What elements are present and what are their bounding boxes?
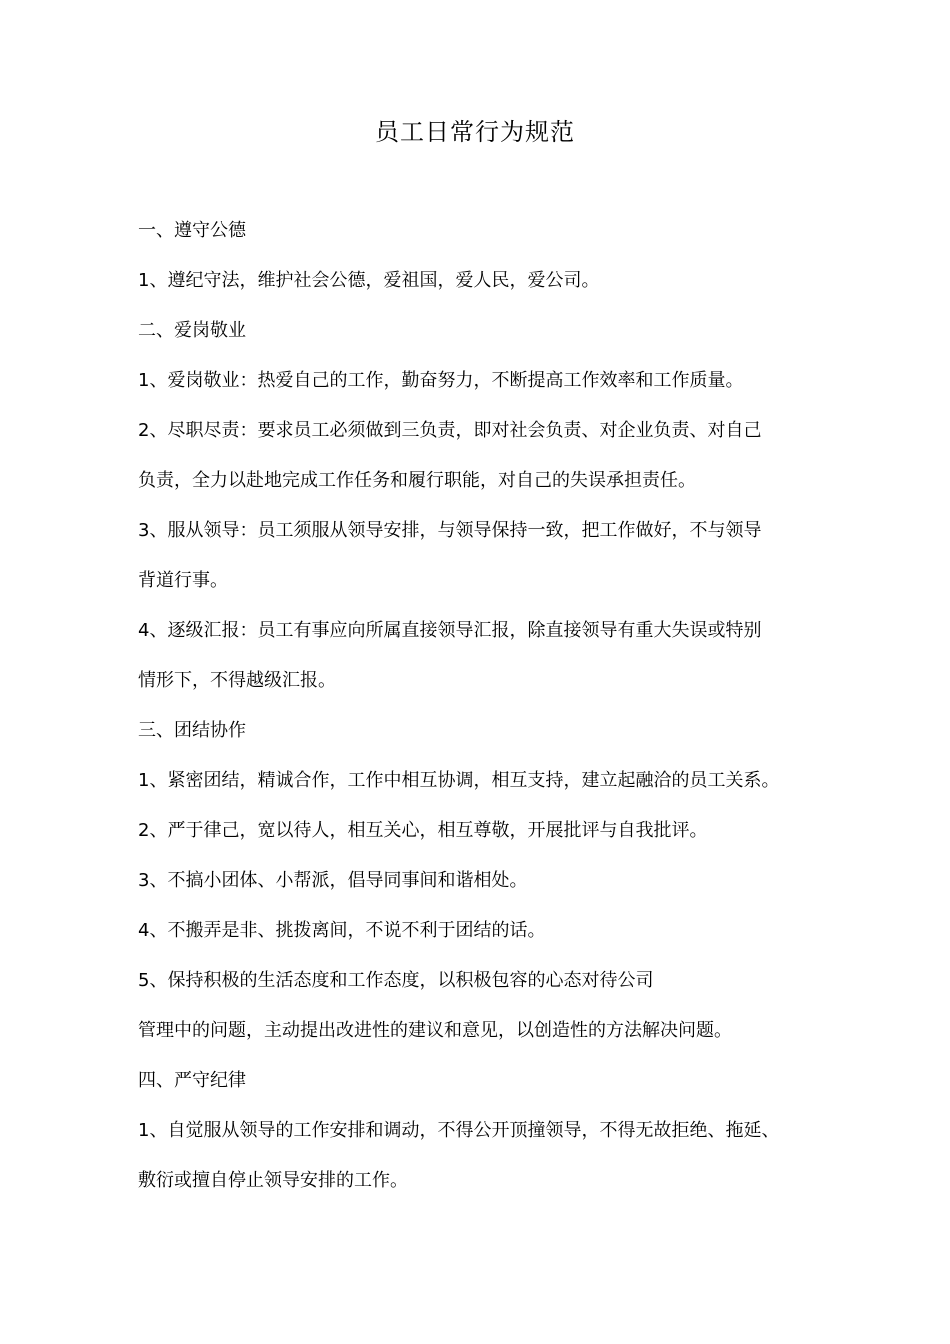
paragraph-line: 背道行事。 — [138, 570, 228, 591]
section-heading: 三、团结协作 — [138, 720, 246, 741]
paragraph-line: 2、严于律己，宽以待人，相互关心，相互尊敬，开展批评与自我批评。 — [138, 820, 708, 841]
section-heading: 一、遵守公德 — [138, 220, 246, 241]
paragraph-line: 2、尽职尽责：要求员工必须做到三负责，即对社会负责、对企业负责、对自己 — [138, 420, 762, 441]
paragraph-line: 1、爱岗敬业：热爱自己的工作，勤奋努力，不断提高工作效率和工作质量。 — [138, 370, 744, 391]
paragraph-line: 3、服从领导：员工须服从领导安排，与领导保持一致，把工作做好，不与领导 — [138, 520, 762, 541]
paragraph-line: 情形下，不得越级汇报。 — [138, 670, 336, 691]
paragraph-line: 管理中的问题，主动提出改进性的建议和意见，以创造性的方法解决问题。 — [138, 1020, 732, 1041]
section-heading: 二、爱岗敬业 — [138, 320, 246, 341]
paragraph-line: 5、保持积极的生活态度和工作态度，以积极包容的心态对待公司 — [138, 970, 654, 991]
paragraph-line: 负责，全力以赴地完成工作任务和履行职能，对自己的失误承担责任。 — [138, 470, 696, 491]
paragraph-line: 1、紧密团结，精诚合作，工作中相互协调，相互支持，建立起融洽的员工关系。 — [138, 770, 780, 791]
paragraph-line: 1、遵纪守法，维护社会公德，爱祖国，爱人民，爱公司。 — [138, 270, 600, 291]
paragraph-line: 敷衍或擅自停止领导安排的工作。 — [138, 1170, 408, 1191]
paragraph-line: 1、自觉服从领导的工作安排和调动，不得公开顶撞领导，不得无故拒绝、拖延、 — [138, 1120, 780, 1141]
paragraph-line: 4、逐级汇报：员工有事应向所属直接领导汇报，除直接领导有重大失误或特别 — [138, 620, 762, 641]
paragraph-line: 4、不搬弄是非、挑拨离间，不说不利于团结的话。 — [138, 920, 546, 941]
document-body — [138, 206, 828, 1206]
section-heading: 四、严守纪律 — [138, 1070, 246, 1091]
paragraph-line: 3、不搞小团体、小帮派，倡导同事间和谐相处。 — [138, 870, 528, 891]
document-title: 员工日常行为规范 — [375, 118, 575, 146]
